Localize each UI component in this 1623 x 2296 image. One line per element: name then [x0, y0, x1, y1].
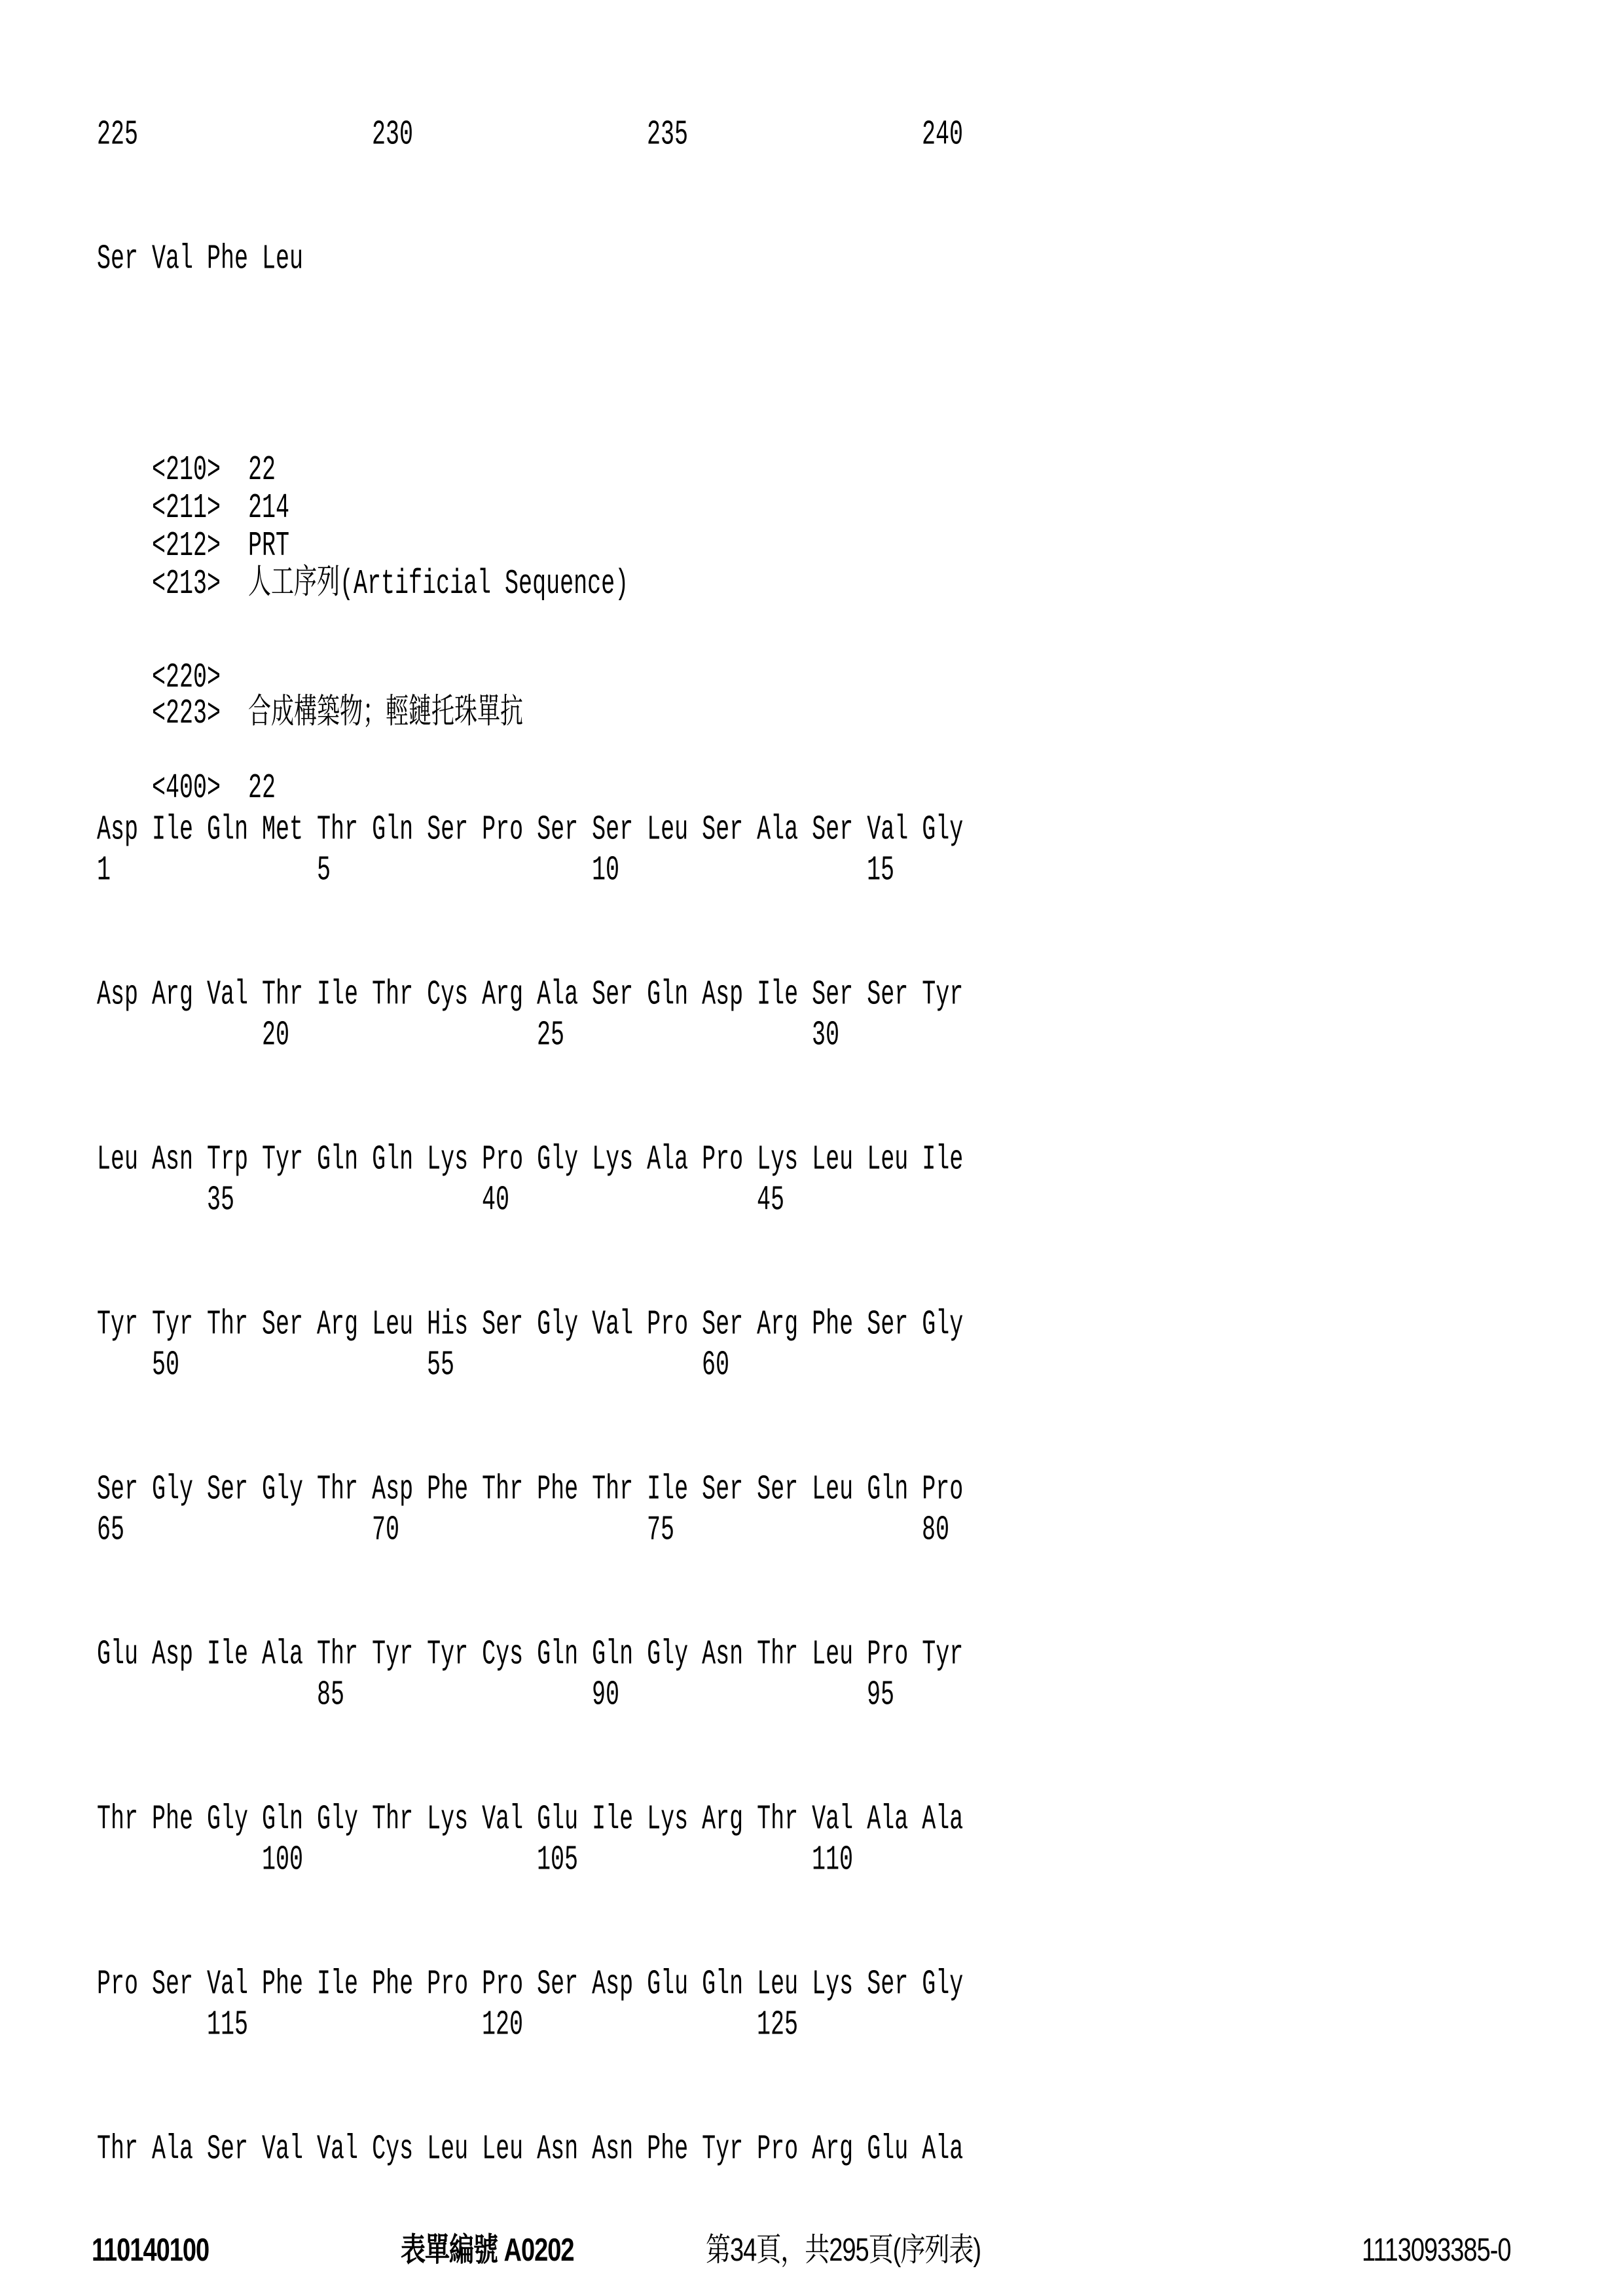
position-number: 120 [482, 2005, 524, 2045]
footer-page-info: 第34頁，共295頁(序列表) [706, 2233, 981, 2269]
tag-212-label: <212> [152, 526, 221, 566]
position-row [0, 1511, 1623, 1551]
position-number: 5 [317, 851, 331, 890]
position-row [0, 1016, 1623, 1056]
position-number: 55 [427, 1346, 455, 1385]
sequence-row: Leu Asn Trp Tyr Gln Gln Lys Pro Gly Lys Ala Pro Lys Leu Leu Ile [97, 1140, 964, 1179]
position-number: 20 [262, 1016, 290, 1055]
sequence-row: Asp Arg Val Thr Ile Thr Cys Arg Ala Ser Gln Asp Ile Ser Ser Tyr [97, 975, 964, 1014]
position-number: 100 [262, 1840, 304, 1880]
position-number: 25 [537, 1016, 565, 1055]
position-number: 50 [152, 1346, 180, 1385]
position-row [0, 1840, 1623, 1881]
sequence-row: Pro Ser Val Phe Ile Phe Pro Pro Ser Asp Glu Gln Leu Lys Ser Gly [97, 1965, 964, 2004]
sequence-row: Ser Gly Ser Gly Thr Asp Phe Thr Phe Thr Ile Ser Ser Leu Gln Pro [97, 1470, 964, 1509]
footer-document-number: 1113093385-0 [1362, 2233, 1511, 2269]
footer-application-number: 110140100 [92, 2233, 210, 2269]
sequence-row: Glu Asp Ile Ala Thr Tyr Tyr Cys Gln Gln Gly Asn Thr Leu Pro Tyr [97, 1635, 964, 1674]
position-number: 125 [757, 2005, 799, 2045]
tag-210-label: <210> [152, 450, 221, 490]
position-number: 225 [97, 115, 139, 154]
position-number: 40 [482, 1181, 510, 1220]
sequence-row: Asp Ile Gln Met Thr Gln Ser Pro Ser Ser Leu Ser Ala Ser Val Gly [97, 810, 964, 850]
tag-213-label: <213> [152, 564, 221, 604]
tag-210-value: 22 [248, 450, 276, 490]
tag-223-label: <223> [152, 694, 221, 734]
footer-form-number: 表單編號 A0202 [401, 2233, 574, 2269]
position-number: 110 [812, 1840, 854, 1880]
position-row [0, 1346, 1623, 1386]
position-number: 60 [702, 1346, 730, 1385]
tag-400-label: <400> [152, 768, 221, 808]
position-number: 235 [647, 115, 689, 154]
position-row [0, 851, 1623, 891]
continuation-position-row [0, 115, 1623, 156]
sequence-row: Tyr Tyr Thr Ser Arg Leu His Ser Gly Val Pro Ser Arg Phe Ser Gly [97, 1305, 964, 1344]
position-number: 70 [372, 1511, 400, 1550]
position-number: 95 [867, 1676, 895, 1715]
position-number: 35 [207, 1181, 235, 1220]
position-number: 65 [97, 1511, 125, 1550]
position-number: 115 [207, 2005, 249, 2045]
tag-223-value: 合成構築物；輕鏈托珠單抗 [248, 694, 524, 734]
position-number: 85 [317, 1676, 345, 1715]
position-number: 75 [647, 1511, 675, 1550]
continuation-sequence-row: Ser Val Phe Leu [97, 240, 304, 279]
position-row [0, 1676, 1623, 1716]
position-number: 15 [867, 851, 895, 890]
position-number: 80 [922, 1511, 950, 1550]
position-number: 90 [592, 1676, 620, 1715]
tag-220-label: <220> [152, 658, 221, 698]
position-number: 230 [372, 115, 414, 154]
position-row [0, 2005, 1623, 2046]
sequence-row: Thr Ala Ser Val Val Cys Leu Leu Asn Asn Phe Tyr Pro Arg Glu Ala [97, 2130, 964, 2169]
tag-211-value: 214 [248, 488, 290, 528]
tag-212-value: PRT [248, 526, 290, 566]
position-row [0, 1181, 1623, 1221]
tag-213-value: 人工序列(Artificial Sequence) [248, 564, 629, 604]
position-number: 30 [812, 1016, 840, 1055]
position-number: 105 [537, 1840, 579, 1880]
position-number: 45 [757, 1181, 785, 1220]
position-number: 1 [97, 851, 111, 890]
position-number: 10 [592, 851, 620, 890]
position-number: 240 [922, 115, 964, 154]
tag-400-value: 22 [248, 768, 276, 808]
sequence-row: Thr Phe Gly Gln Gly Thr Lys Val Glu Ile Lys Arg Thr Val Ala Ala [97, 1800, 964, 1839]
tag-211-label: <211> [152, 488, 221, 528]
